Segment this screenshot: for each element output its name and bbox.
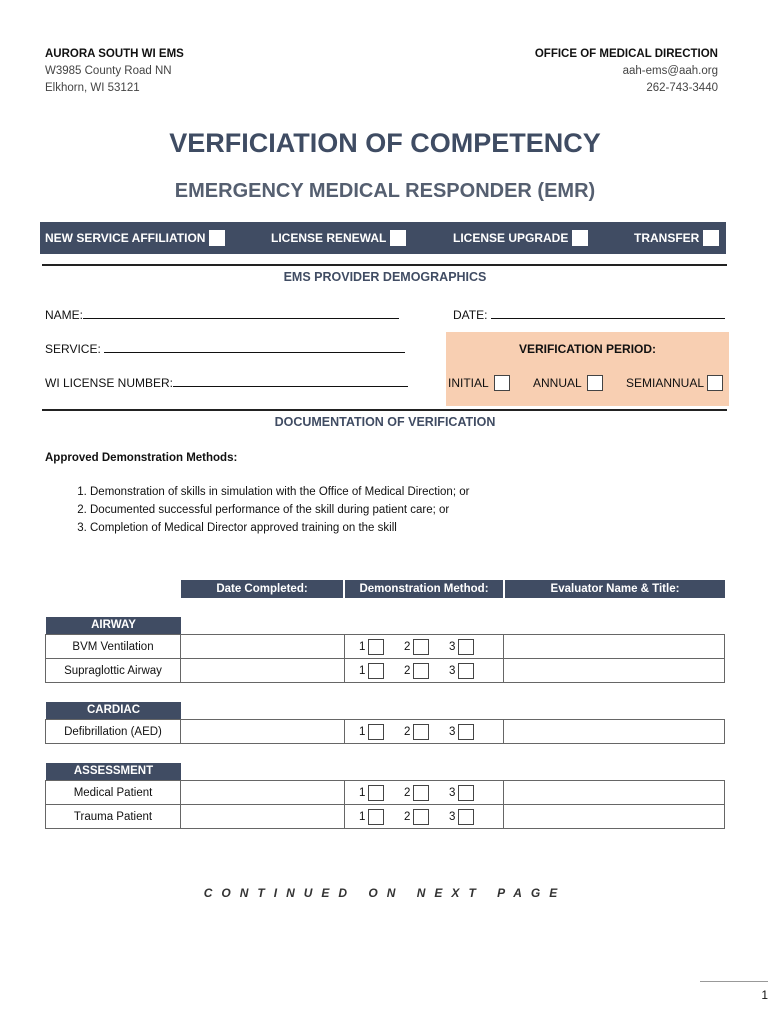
date-cell[interactable] xyxy=(181,805,345,829)
service-line[interactable] xyxy=(104,352,405,353)
method-cell xyxy=(345,805,504,829)
skill-name: Medical Patient xyxy=(46,781,181,805)
method-2-checkbox[interactable] xyxy=(413,639,429,655)
vp-semiannual-label: SEMIANNUAL xyxy=(626,376,705,390)
transfer-label: TRANSFER xyxy=(634,231,700,245)
method-number: 2 xyxy=(404,640,411,653)
date-cell[interactable] xyxy=(181,659,345,683)
table-row xyxy=(46,720,725,744)
affiliation-banner xyxy=(40,222,726,254)
table-row xyxy=(46,781,725,805)
office-name: OFFICE OF MEDICAL DIRECTION xyxy=(534,48,718,60)
vp-annual-label: ANNUAL xyxy=(533,376,582,390)
vp-annual-checkbox[interactable] xyxy=(587,375,603,391)
method-item: 3. Completion of Medical Director approved training on the skill xyxy=(90,519,725,537)
evaluator-cell[interactable] xyxy=(504,659,725,683)
date-cell[interactable] xyxy=(181,635,345,659)
method-item: 2. Documented successful performance of the skill during patient care; or xyxy=(90,501,725,519)
method-number: 2 xyxy=(404,810,411,823)
option-upgrade xyxy=(453,222,588,254)
date-line[interactable] xyxy=(491,318,725,319)
option-renewal xyxy=(271,222,406,254)
upgrade-label: LICENSE UPGRADE xyxy=(453,231,569,245)
name-field[interactable] xyxy=(45,308,399,322)
header-evaluator: Evaluator Name & Title: xyxy=(505,580,725,598)
method-number: 1 xyxy=(359,786,366,799)
continued-notice: CONTINUED ON NEXT PAGE xyxy=(203,886,567,900)
divider xyxy=(42,264,727,266)
airway-table xyxy=(45,634,725,683)
table-row xyxy=(46,659,725,683)
option-transfer xyxy=(634,222,719,254)
table-row xyxy=(46,635,725,659)
page-subtitle: EMERGENCY MEDICAL RESPONDER (EMR) xyxy=(174,180,596,202)
method-2-checkbox[interactable] xyxy=(413,785,429,801)
skill-name: BVM Ventilation xyxy=(46,635,181,659)
method-3-checkbox[interactable] xyxy=(458,639,474,655)
renewal-checkbox[interactable] xyxy=(390,230,406,246)
name-line[interactable] xyxy=(83,318,399,319)
page-number: 1 xyxy=(700,981,768,1002)
header-date-completed: Date Completed: xyxy=(181,580,343,598)
license-line[interactable] xyxy=(173,386,408,387)
method-number: 2 xyxy=(404,664,411,677)
name-label: NAME: xyxy=(45,308,84,322)
vp-annual xyxy=(533,375,603,391)
org-address-line2: Elkhorn, WI 53121 xyxy=(45,82,140,94)
method-number: 3 xyxy=(449,640,456,653)
date-cell[interactable] xyxy=(181,720,345,744)
category-airway: AIRWAY xyxy=(46,617,181,634)
method-number: 1 xyxy=(359,664,366,677)
verification-period-heading: VERIFICATION PERIOD: xyxy=(518,342,657,356)
method-number: 3 xyxy=(449,664,456,677)
date-cell[interactable] xyxy=(181,781,345,805)
license-field[interactable] xyxy=(45,376,408,390)
evaluator-cell[interactable] xyxy=(504,635,725,659)
skill-name: Defibrillation (AED) xyxy=(46,720,181,744)
upgrade-checkbox[interactable] xyxy=(572,230,588,246)
new-service-checkbox[interactable] xyxy=(209,230,225,246)
cardiac-table xyxy=(45,719,725,744)
page-title: VERFICIATION OF COMPETENCY xyxy=(169,128,601,158)
method-1-checkbox[interactable] xyxy=(368,809,384,825)
service-label: SERVICE: xyxy=(45,342,101,356)
demographics-heading: EMS PROVIDER DEMOGRAPHICS xyxy=(283,270,487,284)
office-block xyxy=(430,46,718,97)
evaluator-cell[interactable] xyxy=(504,720,725,744)
vp-initial xyxy=(448,375,510,391)
option-new-service xyxy=(45,222,225,254)
license-label: WI LICENSE NUMBER: xyxy=(45,376,174,390)
new-service-label: NEW SERVICE AFFILIATION xyxy=(45,231,206,245)
org-address-line1: W3985 County Road NN xyxy=(45,65,172,77)
methods-heading: Approved Demonstration Methods: xyxy=(45,452,238,464)
category-assessment: ASSESSMENT xyxy=(46,763,181,780)
vp-semiannual-checkbox[interactable] xyxy=(707,375,723,391)
transfer-checkbox[interactable] xyxy=(703,230,719,246)
method-2-checkbox[interactable] xyxy=(413,724,429,740)
renewal-label: LICENSE RENEWAL xyxy=(271,231,387,245)
office-phone: 262-743-3440 xyxy=(646,82,718,94)
method-2-checkbox[interactable] xyxy=(413,663,429,679)
date-label: DATE: xyxy=(453,308,488,322)
method-1-checkbox[interactable] xyxy=(368,724,384,740)
category-cardiac: CARDIAC xyxy=(46,702,181,719)
assessment-table xyxy=(45,780,725,829)
method-number: 3 xyxy=(449,786,456,799)
method-3-checkbox[interactable] xyxy=(458,809,474,825)
evaluator-cell[interactable] xyxy=(504,805,725,829)
method-3-checkbox[interactable] xyxy=(458,724,474,740)
method-number: 3 xyxy=(449,810,456,823)
service-field[interactable] xyxy=(45,342,405,356)
evaluator-cell[interactable] xyxy=(504,781,725,805)
method-1-checkbox[interactable] xyxy=(368,663,384,679)
method-number: 1 xyxy=(359,640,366,653)
method-number: 2 xyxy=(404,725,411,738)
method-number: 3 xyxy=(449,725,456,738)
method-1-checkbox[interactable] xyxy=(368,785,384,801)
method-cell xyxy=(345,659,504,683)
method-number: 1 xyxy=(359,810,366,823)
office-email[interactable]: aah-ems@aah.org xyxy=(622,65,718,77)
skill-name: Supraglottic Airway xyxy=(46,659,181,683)
skill-name: Trauma Patient xyxy=(46,805,181,829)
vp-initial-label: INITIAL xyxy=(448,376,489,390)
vp-semiannual xyxy=(626,375,723,391)
org-name: AURORA SOUTH WI EMS xyxy=(45,48,184,60)
vp-initial-checkbox[interactable] xyxy=(494,375,510,391)
table-row xyxy=(46,805,725,829)
method-number: 1 xyxy=(359,725,366,738)
methods-list xyxy=(45,483,725,537)
method-1-checkbox[interactable] xyxy=(368,639,384,655)
header-demonstration-method: Demonstration Method: xyxy=(345,580,503,598)
divider xyxy=(42,409,727,411)
method-3-checkbox[interactable] xyxy=(458,663,474,679)
method-2-checkbox[interactable] xyxy=(413,809,429,825)
method-item: 1. Demonstration of skills in simulation with the Office of Medical Direction; or xyxy=(90,483,725,501)
method-cell xyxy=(345,720,504,744)
method-3-checkbox[interactable] xyxy=(458,785,474,801)
method-cell xyxy=(345,781,504,805)
documentation-heading: DOCUMENTATION OF VERIFICATION xyxy=(274,415,496,429)
method-cell xyxy=(345,635,504,659)
org-block xyxy=(45,46,184,97)
method-number: 2 xyxy=(404,786,411,799)
date-field[interactable] xyxy=(453,308,725,322)
